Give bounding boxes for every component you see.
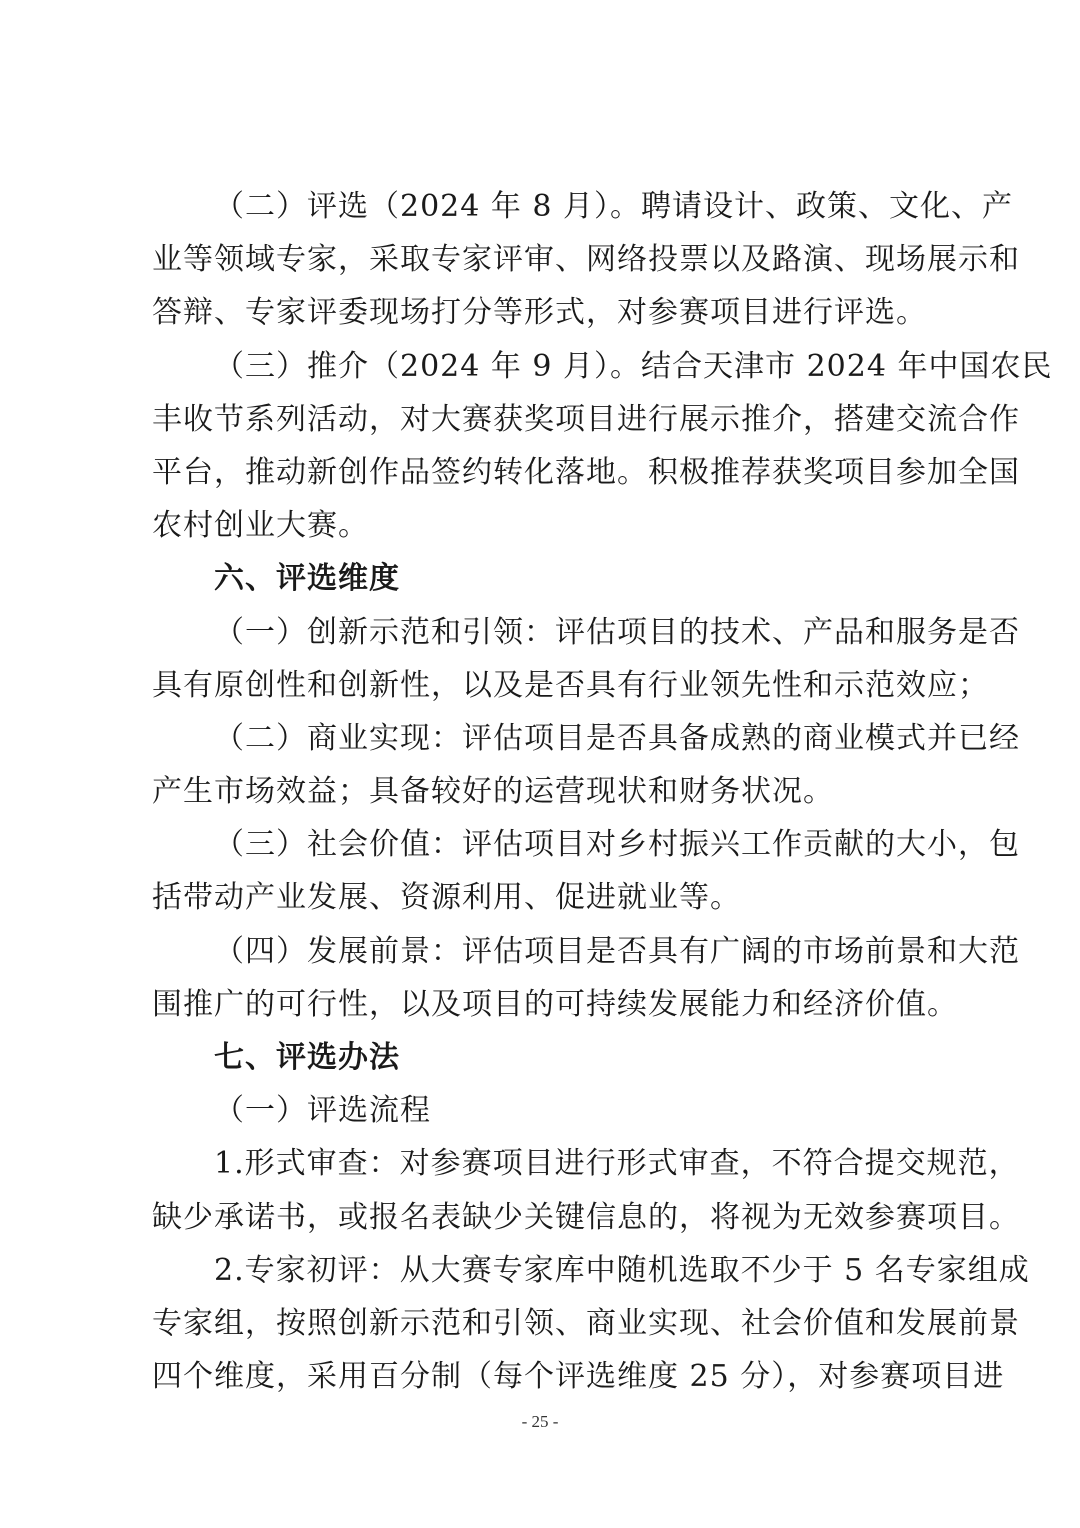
paragraph-line: （二）评选（2024 年 8 月）。聘请设计、政策、文化、产: [214, 189, 1014, 224]
page-number: - 25 -: [521, 1412, 559, 1431]
paragraph-line: （一）创新示范和引领：评估项目的技术、产品和服务是否: [214, 614, 1020, 650]
paragraph-line: 丰收节系列活动，对大赛获奖项目进行展示推介，搭建交流合作: [152, 401, 1020, 437]
paragraph-line: 2.专家初评：从大赛专家库中随机选取不少于 5 名专家组成: [214, 1252, 1030, 1288]
paragraph-line: 业等领域专家，采取专家评审、网络投票以及路演、现场展示和: [152, 242, 1020, 278]
paragraph-line: 平台，推动新创作品签约转化落地。积极推荐获奖项目参加全国: [152, 454, 1020, 490]
subsection-heading: （一）评选流程: [214, 1093, 431, 1129]
paragraph-line: 1.形式审查：对参赛项目进行形式审查，不符合提交规范，: [214, 1146, 1020, 1182]
section-heading: 七、评选办法: [214, 1040, 400, 1075]
paragraph-line: 专家组，按照创新示范和引领、商业实现、社会价值和发展前景: [152, 1305, 1020, 1341]
section-heading: 六、评选维度: [214, 561, 400, 597]
paragraph-line: 答辩、专家评委现场打分等形式，对参赛项目进行评选。: [152, 295, 927, 331]
paragraph-line: 缺少承诺书，或报名表缺少关键信息的，将视为无效参赛项目。: [152, 1199, 1020, 1235]
paragraph-line: 围推广的可行性，以及项目的可持续发展能力和经济价值。: [152, 986, 958, 1022]
paragraph-line: 具有原创性和创新性，以及是否具有行业领先性和示范效应；: [152, 667, 989, 703]
document-body: [152, 180, 1053, 1403]
paragraph-line: （二）商业实现：评估项目是否具备成熟的商业模式并已经: [214, 720, 1020, 756]
paragraph-line: 农村创业大赛。: [152, 508, 369, 544]
paragraph-line: 四个维度，采用百分制（每个评选维度 25 分），对参赛项目进: [152, 1359, 1005, 1395]
paragraph-line: （四）发展前景：评估项目是否具有广阔的市场前景和大范: [214, 933, 1020, 969]
paragraph-line: 括带动产业发展、资源利用、促进就业等。: [152, 880, 741, 916]
paragraph-line: （三）社会价值：评估项目对乡村振兴工作贡献的大小，包: [214, 827, 1020, 863]
paragraph-line: 产生市场效益；具备较好的运营现状和财务状况。: [152, 774, 834, 810]
paragraph-line: （三）推介（2024 年 9 月）。结合天津市 2024 年中国农民: [214, 348, 1053, 384]
